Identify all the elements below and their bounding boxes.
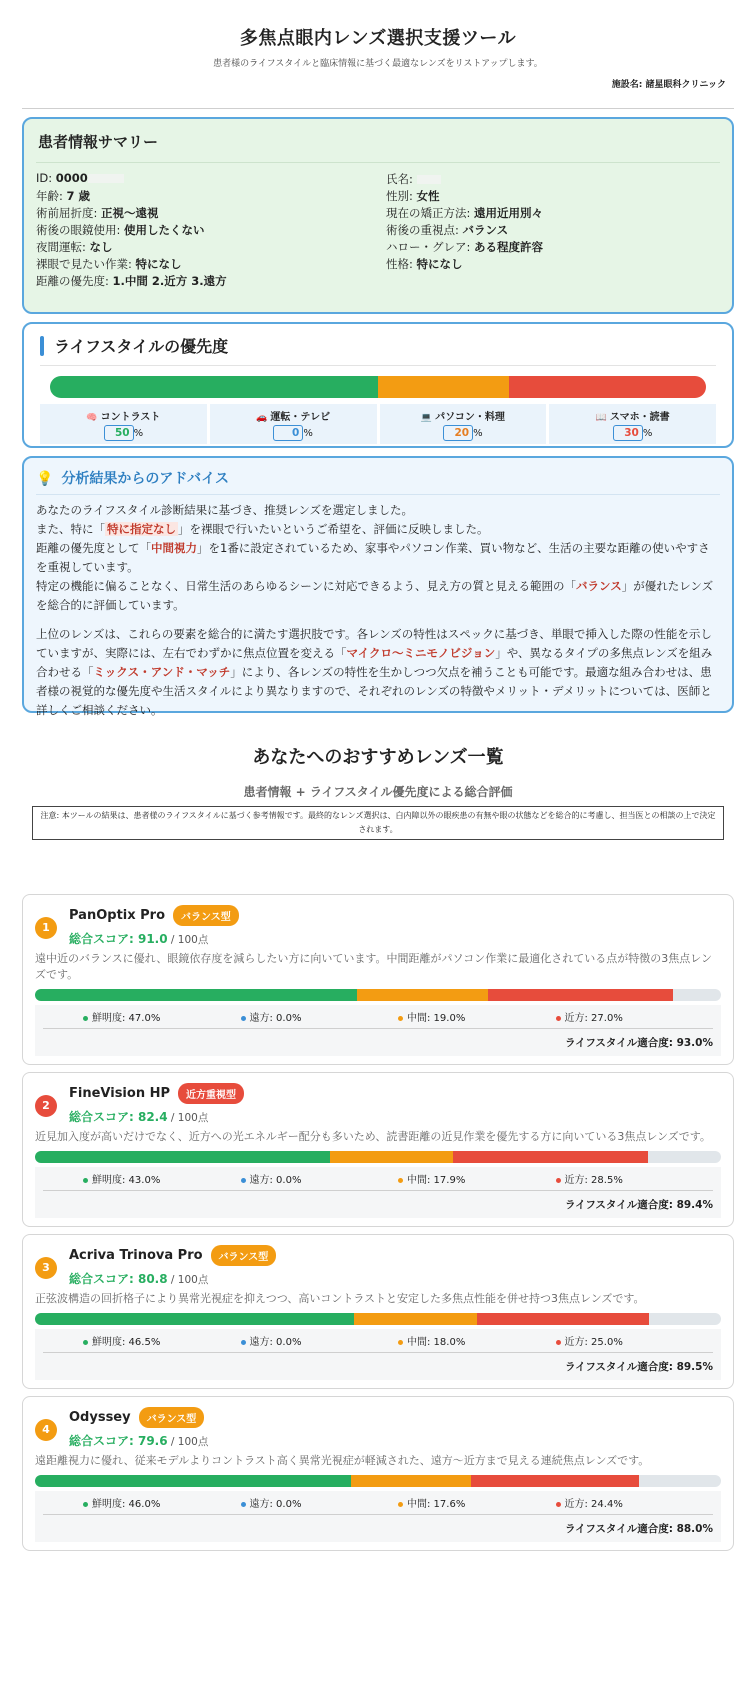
summary-refraction: 術前屈折度: 正視～遠視 [36,206,159,220]
summary-distance-priority: 距離の優先度: 1.中間 2.近方 3.遠方 [36,274,227,288]
lifestyle-fit: ライフスタイル適合度: 88.0% [564,1523,713,1535]
priority-bar-contrast [50,376,378,398]
lens-bar [35,1475,721,1487]
rank-badge: 2 [35,1095,57,1117]
priority-pc: 💻 パソコン・料理 20 % [380,404,547,444]
stat-mid: 中間: 17.9% [398,1171,556,1191]
priority-contrast-input[interactable]: 50 [104,425,134,441]
priority-pc-input[interactable]: 20 [443,425,473,441]
lens-type-badge: バランス型 [211,1245,277,1266]
lens-score: 総合スコア: 82.4 / 100点 [69,1110,209,1124]
lens-bar [35,1313,721,1325]
priority-contrast: 🧠 コントラスト 50 % [40,404,207,444]
summary-title: 患者情報サマリー [36,129,720,163]
advice-body [36,501,720,720]
summary-grid [36,171,720,290]
lens-card[interactable] [22,1072,734,1227]
summary-left-column [36,171,386,290]
book-icon: 📖 [595,413,607,423]
summary-personality: 性格: 特になし [386,257,463,271]
page-subtitle: 患者様のライフスタイルと臨床情報に基づく最適なレンズをリストアップします。 [213,59,543,69]
summary-name: 氏名: [386,171,720,188]
stat-near: 近方: 28.5% [556,1171,714,1191]
recommendation-header [22,743,734,840]
stat-far: 遠方: 0.0% [241,1333,399,1353]
stat-mid: 中間: 19.0% [398,1009,556,1029]
patient-summary-card [22,117,734,314]
car-icon: 🚗 [256,413,268,423]
summary-sex: 性別: 女性 [386,189,440,203]
priority-phone: 📖 スマホ・読書 30 % [549,404,716,444]
priority-bar [50,376,706,398]
lens-name: FineVision HP [69,1086,171,1101]
lens-description: 遠距離視力に優れ、従来モデルよりコントラスト高く異常光視症が軽減された、遠方～近方まで見える連続焦点レンズです。 [35,1454,650,1467]
page-title: 多焦点眼内レンズ選択支援ツール [239,28,517,49]
summary-glasses: 術後の眼鏡使用: 使用したくない [36,223,205,237]
summary-focus: 術後の重視点: バランス [386,223,509,237]
title-accent-bar [40,336,44,356]
stat-clarity: 鮮明度: 46.0% [83,1495,241,1515]
stat-mid: 中間: 18.0% [398,1333,556,1353]
lightbulb-icon: 💡 [36,471,54,487]
lens-score: 総合スコア: 80.8 / 100点 [69,1272,209,1286]
advice-paragraph-2: 上位のレンズは、これらの要素を総合的に満たす選択肢です。各レンズの特性はスペックに基づき、単眼で挿入した際の性能を示していますが、実際には、左右でわずかに焦点位置を変える「マイクロ～ミニモノビジョン」や、異なるタイプの多焦点レンズを組み合わせる「ミックス・アンド・マッチ」により、各レンズの特性を生かしつつ欠点を補うことも可能です。最適な組み合わせは、患者様の視覚的な優先度や生活スタイルにより異なりますので、それぞれのレンズの特徴やメリット・デメリットについては、医師と詳しくご相談ください。 [36,627,713,717]
lens-name: Odyssey [69,1410,131,1425]
lens-name: PanOptix Pro [69,908,166,923]
lifestyle-fit: ライフスタイル適合度: 89.4% [564,1199,713,1211]
summary-task: 裸眼で見たい作業: 特になし [36,257,182,271]
lens-stats [35,1005,721,1056]
priority-driving: 🚗 運転・テレビ 0 % [210,404,377,444]
clinic-name: 施設名: 諸星眼科クリニック [611,80,726,90]
lens-card[interactable] [22,1396,734,1551]
summary-age: 年齢: 7 歳 [36,189,91,203]
redacted-name [417,175,441,184]
stat-far: 遠方: 0.0% [241,1171,399,1191]
stat-far: 遠方: 0.0% [241,1009,399,1029]
lens-stats [35,1329,721,1380]
stat-near: 近方: 25.0% [556,1333,714,1353]
lens-description: 近見加入度が高いだけでなく、近方への光エネルギー配分も多いため、読書距離の近見作業を優先する方に向いている3焦点レンズです。 [35,1130,711,1143]
lens-name: Acriva Trinova Pro [69,1248,203,1263]
lens-score: 総合スコア: 91.0 / 100点 [69,932,209,946]
stat-clarity: 鮮明度: 43.0% [83,1171,241,1191]
recommendation-title: あなたへのおすすめレンズ一覧 [252,747,504,768]
lens-bar [35,989,721,1001]
lens-list [22,894,734,1551]
summary-night-driving: 夜間運転: なし [36,240,113,254]
rank-badge: 3 [35,1257,57,1279]
lens-description: 遠中近のバランスに優れ、眼鏡依存度を減らしたい方に向いています。中間距離がパソコン作業に最適化されている点が特徴の3焦点レンズです。 [35,952,712,981]
lifestyle-card [22,322,734,448]
stat-clarity: 鮮明度: 47.0% [83,1009,241,1029]
lens-stats [35,1167,721,1218]
advice-card [22,456,734,717]
lens-card[interactable] [22,894,734,1065]
lens-card[interactable] [22,1234,734,1389]
summary-correction: 現在の矯正方法: 遠用近用別々 [386,206,544,220]
lens-description: 正弦波構造の回折格子により異常光視症を抑えつつ、高いコントラストと安定した多焦点性能を併せ持つ3焦点レンズです。 [35,1292,645,1305]
stat-clarity: 鮮明度: 46.5% [83,1333,241,1353]
priority-phone-input[interactable]: 30 [613,425,643,441]
advice-paragraph-1: あなたのライフスタイル診断結果に基づき、推奨レンズを選定しました。 また、特に「 特に指定なし 」を裸眼で行いたいというご希望を、評価に反映しました。 距離の優先度として「中間視力」を1番に設定されているため、家事やパソコン作業、買い物など、生活の主要な距離の使いやすさを重視しています。 特定の機能に偏ることなく、日常生活のあらゆるシーンに対応できるよう、見え方の質と見える範囲の「バランス」が優れたレンズを総合的に評価しています。 [36,503,714,612]
summary-halo: ハロー・グレア: ある程度許容 [386,240,544,254]
lens-bar [35,1151,721,1163]
stat-near: 近方: 24.4% [556,1495,714,1515]
brain-icon: 🧠 [86,413,98,423]
priority-bar-pc [378,376,509,398]
lens-score: 総合スコア: 79.6 / 100点 [69,1434,209,1448]
lifestyle-fit: ライフスタイル適合度: 93.0% [564,1037,713,1049]
lens-stats [35,1491,721,1542]
advice-title: 💡 分析結果からのアドバイス [36,468,720,495]
recommendation-subtitle: 患者情報 + ライフスタイル優先度による総合評価 [243,785,513,799]
rank-badge: 1 [35,917,57,939]
stat-near: 近方: 27.0% [556,1009,714,1029]
priority-items [40,404,716,444]
priority-driving-input[interactable]: 0 [273,425,303,441]
redacted-id [88,174,124,183]
lens-type-badge: バランス型 [173,905,239,926]
disclaimer-notice: 注意: 本ツールの結果は、患者様のライフスタイルに基づく参考情報です。最終的なレンズ選択は、白内障以外の眼疾患の有無や眼の状態などを総合的に考慮し、担当医との相談の上で決定されます。 [32,806,724,840]
lifestyle-title: ライフスタイルの優先度 [40,334,716,366]
summary-right-column [386,171,720,290]
priority-bar-phone [509,376,706,398]
header [22,0,734,109]
rank-badge: 4 [35,1419,57,1441]
lens-type-badge: バランス型 [139,1407,205,1428]
lens-type-badge: 近方重視型 [178,1083,244,1104]
stat-far: 遠方: 0.0% [241,1495,399,1515]
computer-icon: 💻 [420,413,433,423]
lifestyle-fit: ライフスタイル適合度: 89.5% [564,1361,713,1373]
divider [22,108,734,109]
summary-id: ID: 0000 [36,171,386,188]
stat-mid: 中間: 17.6% [398,1495,556,1515]
